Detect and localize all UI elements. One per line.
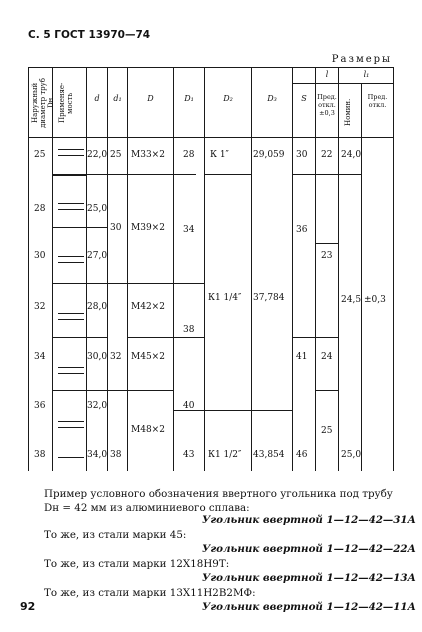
cell-D: М33×2 bbox=[131, 150, 165, 160]
cell-D: М45×2 bbox=[131, 352, 165, 362]
cell-dn: 34 bbox=[34, 352, 46, 362]
example-label-2: То же, из стали марки 45: bbox=[44, 529, 187, 541]
cell-D1: 43 bbox=[183, 450, 195, 460]
cell-D2: К 1″ bbox=[210, 150, 229, 160]
example-intro: Пример условного обозначения ввертного угольника под трубу Dн = 42 мм из алюминиевого сплава: bbox=[44, 488, 393, 514]
page-header: С. 5 ГОСТ 13970—74 bbox=[28, 29, 151, 41]
cell-D: М48×2 bbox=[131, 425, 165, 435]
header-D: D bbox=[147, 94, 154, 103]
cell-d1: 30 bbox=[110, 223, 122, 233]
cell-dn: 32 bbox=[34, 302, 46, 312]
cell-dn: 25 bbox=[34, 150, 46, 160]
cell-d: 25,0 bbox=[87, 204, 108, 214]
cell-d1: 25 bbox=[110, 150, 122, 160]
cell-S: 36 bbox=[296, 225, 308, 235]
cell-d1: 38 bbox=[110, 450, 122, 460]
dimensions-table bbox=[28, 67, 394, 471]
cell-l1: 24,0 bbox=[341, 150, 362, 160]
cell-l1: 24,5 bbox=[341, 295, 362, 305]
example-label-3: То же, из стали марки 12Х18Н9Т: bbox=[44, 558, 230, 570]
header-D1: D₁ bbox=[184, 94, 194, 103]
header-l-tolerance: Пред. откл. ±0,3 bbox=[317, 93, 337, 117]
cell-D3: 43,854 bbox=[253, 450, 285, 460]
cell-l1: 25,0 bbox=[341, 450, 362, 460]
cell-D1: 38 bbox=[183, 325, 195, 335]
cell-D3: 37,784 bbox=[253, 293, 285, 303]
cell-l: 23 bbox=[321, 251, 333, 261]
designation-4: Угольник ввертной 1—12—42—11А bbox=[202, 601, 416, 613]
header-usage: Применяе-мость bbox=[58, 82, 74, 124]
header-outer-diameter: Наружный диаметр труб Dн bbox=[31, 78, 55, 129]
cell-dn: 38 bbox=[34, 450, 46, 460]
header-D3: D₃ bbox=[267, 94, 277, 103]
cell-D1: 34 bbox=[183, 225, 195, 235]
cell-d1: 32 bbox=[110, 352, 122, 362]
cell-l: 25 bbox=[321, 426, 333, 436]
cell-D3: 29,059 bbox=[253, 150, 285, 160]
cell-dn: 36 bbox=[34, 401, 46, 411]
sizes-title: Размеры bbox=[331, 54, 392, 65]
cell-d: 34,0 bbox=[87, 450, 108, 460]
designation-3: Угольник ввертной 1—12—42—13А bbox=[202, 572, 416, 584]
cell-l1-tolerance: ±0,3 bbox=[364, 295, 386, 305]
header-l1: l₁ bbox=[363, 70, 370, 79]
cell-dn: 28 bbox=[34, 204, 46, 214]
cell-d: 27,0 bbox=[87, 251, 108, 261]
header-d: d bbox=[94, 94, 100, 103]
cell-l: 22 bbox=[321, 150, 333, 160]
header-l: l bbox=[325, 70, 329, 79]
cell-d: 22,0 bbox=[87, 150, 108, 160]
cell-D1: 28 bbox=[183, 150, 195, 160]
header-S: S bbox=[301, 94, 307, 103]
designation-2: Угольник ввертной 1—12—42—22А bbox=[202, 543, 416, 555]
header-l1-tolerance: Пред. откл. bbox=[367, 93, 388, 109]
designation-1: Угольник ввертной 1—12—42—31А bbox=[202, 514, 416, 526]
header-D2: D₂ bbox=[223, 94, 233, 103]
cell-D: М42×2 bbox=[131, 302, 165, 312]
cell-D2: К1 1/4″ bbox=[208, 293, 242, 303]
header-l1-nominal: Номин. bbox=[344, 98, 352, 126]
cell-D: М39×2 bbox=[131, 223, 165, 233]
cell-D1: 40 bbox=[183, 401, 195, 411]
cell-D2: К1 1/2″ bbox=[208, 450, 242, 460]
cell-S: 41 bbox=[296, 352, 308, 362]
cell-S: 46 bbox=[296, 450, 308, 460]
cell-d: 30,0 bbox=[87, 352, 108, 362]
cell-d: 32,0 bbox=[87, 401, 108, 411]
header-d1: d₁ bbox=[113, 94, 122, 103]
cell-d: 28,0 bbox=[87, 302, 108, 312]
cell-l: 24 bbox=[321, 352, 333, 362]
page-number: 92 bbox=[20, 600, 36, 613]
example-label-4: То же, из стали марки 13Х11Н2В2МФ: bbox=[44, 587, 256, 599]
cell-dn: 30 bbox=[34, 251, 46, 261]
cell-S: 30 bbox=[296, 150, 308, 160]
